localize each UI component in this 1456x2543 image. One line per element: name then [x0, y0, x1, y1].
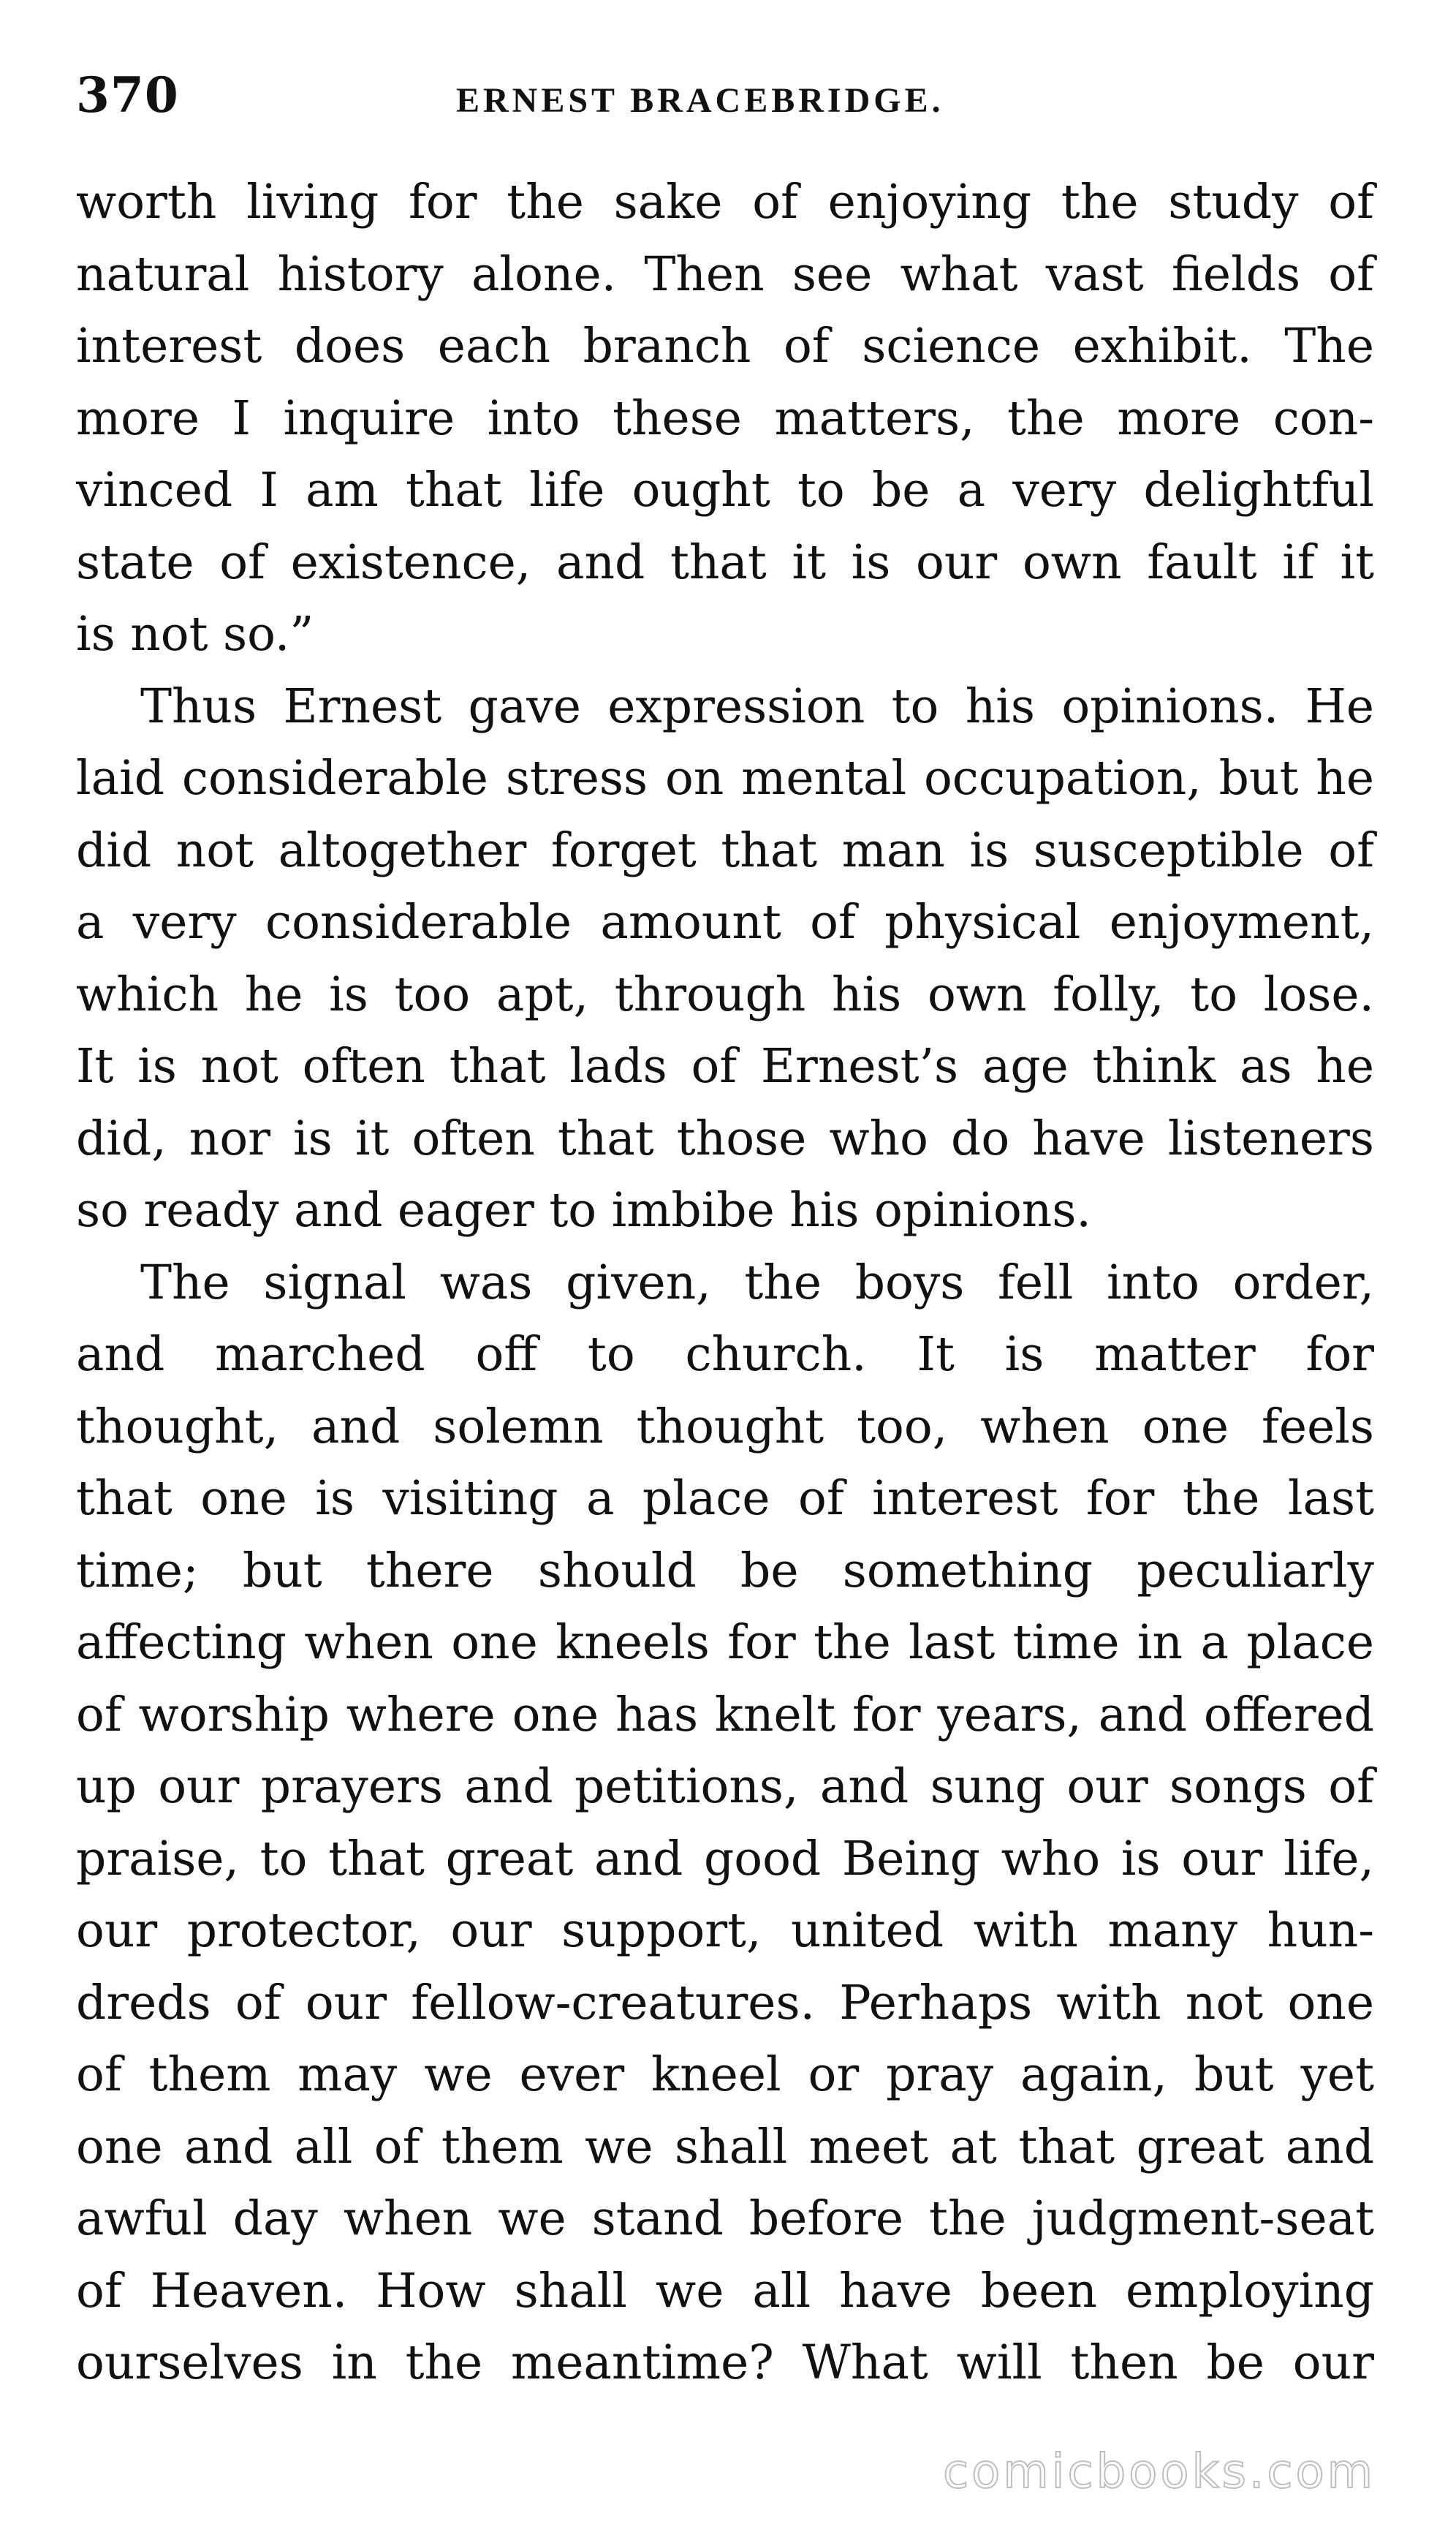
text-line: which he is too apt, through his own folly, to lose.: [76, 967, 1374, 1022]
text-line: thought, and solemn thought too, when one feels: [76, 1399, 1374, 1454]
text-line: natural history alone. Then see what vast fields of: [76, 246, 1374, 302]
text-line: Thus Ernest gave expression to his opinions. He: [140, 679, 1374, 734]
text-line: ourselves in the meantime? What will then be our: [76, 2335, 1374, 2390]
page-number: 370: [76, 67, 179, 124]
text-line: laid considerable stress on mental occupation, but he: [76, 751, 1374, 806]
text-line: It is not often that lads of Ernest’s age think as he: [76, 1039, 1374, 1094]
text-line: of them may we ever kneel or pray again, but yet: [76, 2047, 1374, 2102]
text-line: did not altogether forget that man is susceptible of: [76, 823, 1374, 878]
text-line: that one is visiting a place of interest for the last: [76, 1471, 1374, 1526]
text-line: vinced I am that life ought to be a very delightful: [76, 463, 1374, 518]
text-line: did, nor is it often that those who do have listeners: [76, 1111, 1374, 1166]
text-line: is not so.”: [76, 607, 314, 662]
text-line: praise, to that great and good Being who is our life,: [76, 1831, 1374, 1886]
page-header: [76, 62, 1377, 143]
text-line: worth living for the sake of enjoying the study of: [76, 175, 1374, 230]
text-line: up our prayers and petitions, and sung our songs of: [76, 1759, 1374, 1814]
text-line: state of existence, and that it is our own fault if it: [76, 534, 1374, 590]
text-line: of Heaven. How shall we all have been employing: [76, 2263, 1374, 2319]
text-line: The signal was given, the boys fell into order,: [140, 1255, 1374, 1310]
text-line: more I inquire into these matters, the more con-: [76, 390, 1374, 446]
text-line: so ready and eager to imbibe his opinions.: [76, 1183, 1091, 1238]
text-line: of worship where one has knelt for years, and offered: [76, 1687, 1374, 1742]
text-line: and marched off to church. It is matter for: [76, 1327, 1374, 1382]
text-line: a very considerable amount of physical enjoyment,: [76, 895, 1374, 950]
body-text: [76, 167, 1374, 2400]
text-line: dreds of our fellow-creatures. Perhaps with not one: [76, 1975, 1374, 2030]
running-head: ERNEST BRACEBRIDGE.: [456, 81, 944, 120]
text-line: affecting when one kneels for the last time in a place: [76, 1615, 1374, 1670]
text-line: our protector, our support, united with many hun-: [76, 1903, 1374, 1958]
site-watermark: comicbooks.com: [942, 2445, 1376, 2499]
text-line: interest does each branch of science exhibit. The: [76, 319, 1374, 374]
text-line: awful day when we stand before the judgment-seat: [76, 2191, 1374, 2246]
text-line: one and all of them we shall meet at that great and: [76, 2119, 1374, 2174]
text-line: time; but there should be something peculiarly: [76, 1543, 1374, 1598]
